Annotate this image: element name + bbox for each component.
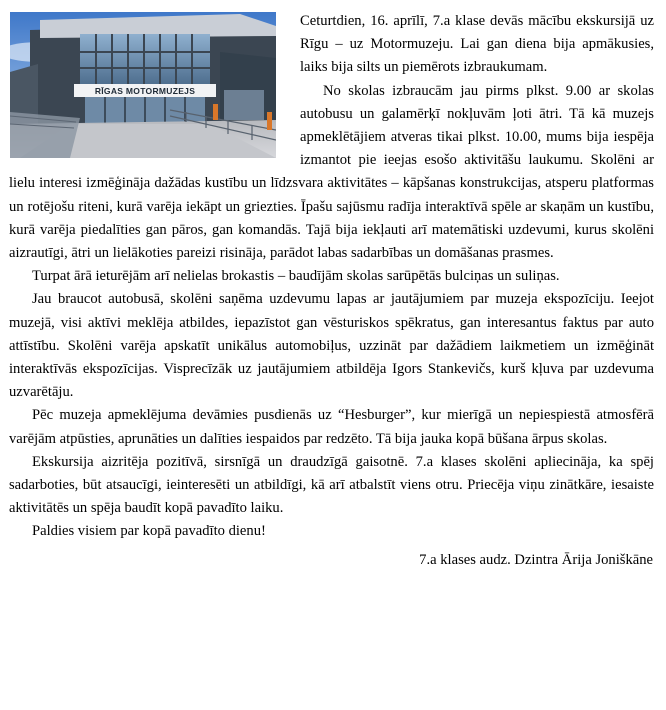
museum-photo bbox=[10, 12, 276, 158]
paragraph-museum: Jau braucot autobusā, skolēni saņēma uzdevumu lapas ar jautājumiem par muzeja ekspozīciju. Ieejot muzejā, visi aktīvi meklēja atbildes, iepazīstot gan vēsturiskos spēkratus, gan interesantus faktus par auto attīstību. Skolēni varēja apskatīt unikālus automobiļus, uzzināt par dažādiem laikmetiem un izmēģināt interaktīvās ekspozīcijas. Visprecīzāk uz jautājumiem atbildēja Igors Stankevičs, kurš kļuva par uzdevuma uzvarētāju. bbox=[9, 291, 654, 401]
paragraph-breakfast: Turpat ārā ieturējām arī nelielas brokastis – baudījām skolas sarūpētās bulciņas un suliņas. bbox=[32, 268, 560, 285]
paragraph-thanks: Paldies visiem par kopā pavadīto dienu! bbox=[32, 523, 266, 540]
article bbox=[9, 10, 654, 572]
paragraph-lunch: Pēc muzeja apmeklējuma devāmies pusdienās uz “Hesburger”, kur mierīgā un nepiespiestā atmosfērā varējām atpūsties, aprunāties un dalīties iespaidos par redzēto. Tā bija jauka kopā būšana ārpus skolas. bbox=[9, 407, 654, 447]
museum-sign-text: RĪGAS MOTORMUZEJS bbox=[94, 86, 196, 96]
author-signature: 7.a klases audz. Dzintra Ārija Joniškāne bbox=[419, 551, 653, 568]
paragraph-conclusion: Ekskursija aizritēja pozitīvā, sirsnīgā un draudzīgā gaisotnē. 7.a klases skolēni apliecināja, ka spēj sadarboties, būt atsaucīgi, ieinteresēti un atbildīgi, kā arī atbalstīt viens otru. Priecēja viņu zinātkāre, iesaiste aktivitātēs un spēja baudīt kopā pavadīto laiku. bbox=[9, 453, 654, 517]
paragraph-morning: No skolas izbraucām jau pirms plkst. 9.00 ar skolas autobusu un galamērķī nokļuvām ļoti ātri. Tā kā muzejs apmeklētājiem atveras tikai plkst. 10.00, mums bija iespēja izmantot pie ieejas esošo aktivitāšu laukumu. Skolēni ar lielu interesi izmēģināja dažādas kustību un līdzsvara aktivitātes – kāpšanas konstrukcijas, atsperu platformas un rotējošu riteni, kurā varēja iekāpt un griezties. Īpašu sajūsmu radīja interaktīvā spēle ar skaņām un kustību, kurā varēja piedalīties gan pāros, gan komandās. Tajā bija iekļauti arī matemātiski uzdevumi, kurus skolēni aizrautīgi, ātri un lielākoties pareizi risināja, parādot labas sadarbības un domāšanas prasmes. bbox=[9, 82, 654, 262]
paragraph-intro: Ceturtdien, 16. aprīlī, 7.a klase devās mācību ekskursijā uz Rīgu – uz Motormuzeju. Lai gan diena bija apmākusies, laiks bija silts un piemērots izbraukumam. bbox=[300, 13, 654, 76]
